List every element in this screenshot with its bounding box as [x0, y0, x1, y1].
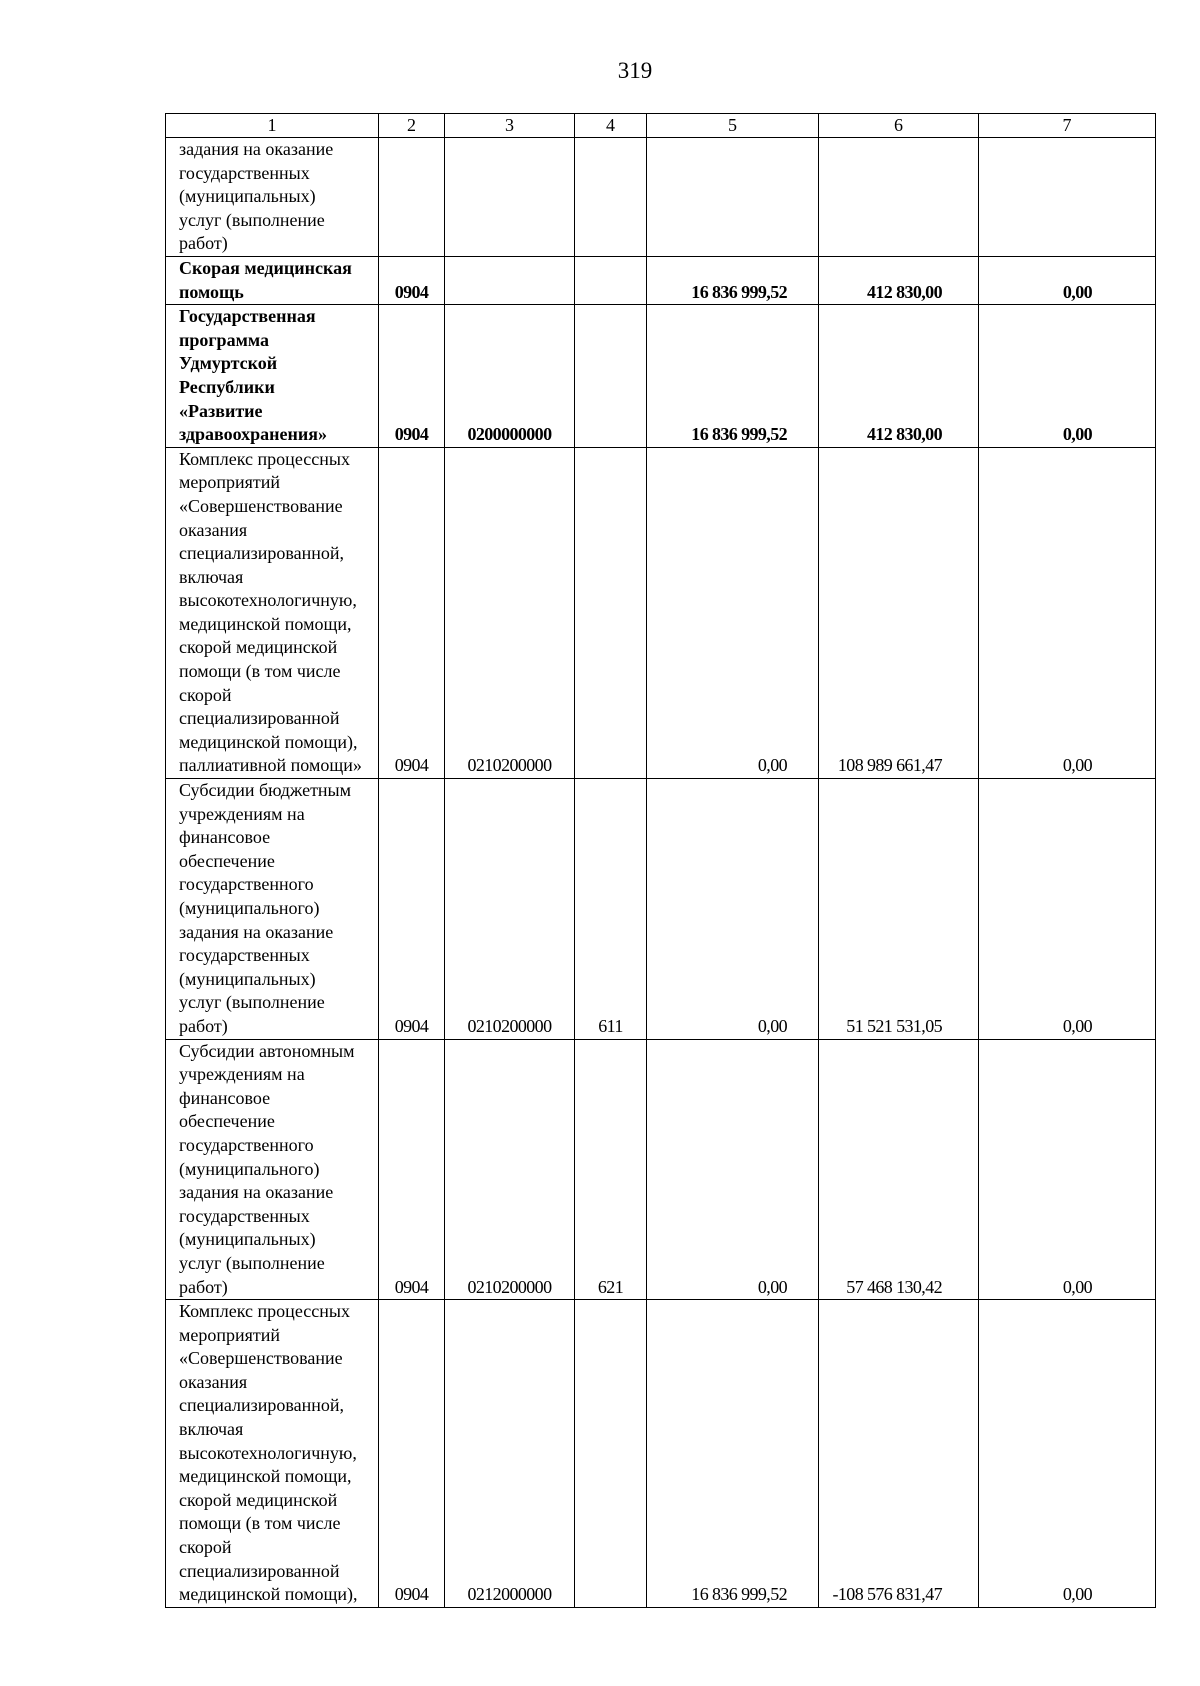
row-name-cell [166, 779, 379, 1040]
row-name-cell [166, 1039, 379, 1300]
row-name-text: Субсидии автономным учреждениям на финансовое обеспечение государственного (муниципального) задания на оказание государственных (муниципальных) услуг (выполнение работ) [179, 1040, 355, 1297]
section-code-cell: 0904 [379, 1039, 445, 1300]
amount-col6-cell: 57 468 130,42 [819, 1039, 979, 1300]
section-code-cell: 0904 [379, 447, 445, 778]
row-name-text: Государственная программа Удмуртской Республики «Развитие здравоохранения» [179, 306, 328, 445]
target-article-cell: 0210200000 [445, 447, 575, 778]
row-name-text: Комплекс процессных мероприятий «Совершенствование оказания специализированной, включая высокотехнологичную, медицинской помощи, скорой медицинской помощи (в том числе скорой специализированной медицинской помощи), [179, 1301, 358, 1605]
table-row [166, 305, 1156, 448]
expense-type-cell: 611 [575, 779, 647, 1040]
table-row [166, 447, 1156, 778]
amount-col7-cell: 0,00 [979, 305, 1156, 448]
header-cell: 5 [647, 114, 819, 138]
row-name-cell [166, 138, 379, 257]
row-name-text: задания на оказание государственных (муниципальных) услуг (выполнение работ) [179, 139, 334, 254]
header-cell: 6 [819, 114, 979, 138]
row-name-cell [166, 305, 379, 448]
expense-type-cell [575, 305, 647, 448]
amount-col5-cell: 16 836 999,52 [647, 1300, 819, 1608]
row-name-cell [166, 1300, 379, 1608]
amount-col6-cell: 412 830,00 [819, 256, 979, 304]
header-cell: 2 [379, 114, 445, 138]
target-article-cell: 0210200000 [445, 779, 575, 1040]
amount-col7-cell: 0,00 [979, 256, 1156, 304]
table-row [166, 256, 1156, 304]
page-number: 319 [617, 58, 653, 83]
amount-col6-cell: 51 521 531,05 [819, 779, 979, 1040]
target-article-cell: 0210200000 [445, 1039, 575, 1300]
row-name-text: Субсидии бюджетным учреждениям на финансовое обеспечение государственного (муниципального) задания на оказание государственных (муниципальных) услуг (выполнение работ) [179, 780, 352, 1036]
table-body [166, 114, 1156, 1608]
expense-type-cell [575, 256, 647, 304]
expense-type-cell: 621 [575, 1039, 647, 1300]
amount-col6-cell [819, 138, 979, 257]
section-code-cell: 0904 [379, 1300, 445, 1608]
target-article-cell: 0212000000 [445, 1300, 575, 1608]
header-cell: 1 [166, 114, 379, 138]
row-name-cell [166, 447, 379, 778]
header-cell: 3 [445, 114, 575, 138]
table-row [166, 779, 1156, 1040]
table-row [166, 138, 1156, 257]
table-header-row [166, 114, 1156, 138]
amount-col5-cell [647, 138, 819, 257]
amount-col5-cell: 0,00 [647, 779, 819, 1040]
amount-col5-cell: 16 836 999,52 [647, 256, 819, 304]
amount-col5-cell: 0,00 [647, 447, 819, 778]
amount-col7-cell: 0,00 [979, 1300, 1156, 1608]
section-code-cell: 0904 [379, 779, 445, 1040]
amount-col6-cell: 412 830,00 [819, 305, 979, 448]
budget-table [165, 113, 1156, 1608]
header-cell: 4 [575, 114, 647, 138]
amount-col7-cell [979, 138, 1156, 257]
row-name-text: Скорая медицинская помощь [179, 257, 352, 302]
amount-col7-cell: 0,00 [979, 447, 1156, 778]
row-name-cell [166, 256, 379, 304]
header-cell: 7 [979, 114, 1156, 138]
amount-col6-cell: 108 989 661,47 [819, 447, 979, 778]
expense-type-cell [575, 447, 647, 778]
target-article-cell: 0200000000 [445, 305, 575, 448]
table-row [166, 1039, 1156, 1300]
expense-type-cell [575, 1300, 647, 1608]
section-code-cell: 0904 [379, 305, 445, 448]
table-row [166, 1300, 1156, 1608]
target-article-cell [445, 256, 575, 304]
row-name-text: Комплекс процессных мероприятий «Совершенствование оказания специализированной, включая высокотехнологичную, медицинской помощи, скорой медицинской помощи (в том числе скорой специализированной медицинской помощи), паллиативной помощи» [179, 448, 362, 776]
target-article-cell [445, 138, 575, 257]
amount-col7-cell: 0,00 [979, 779, 1156, 1040]
section-code-cell [379, 138, 445, 257]
expense-type-cell [575, 138, 647, 257]
amount-col5-cell: 0,00 [647, 1039, 819, 1300]
amount-col6-cell: -108 576 831,47 [819, 1300, 979, 1608]
section-code-cell: 0904 [379, 256, 445, 304]
amount-col5-cell: 16 836 999,52 [647, 305, 819, 448]
amount-col7-cell: 0,00 [979, 1039, 1156, 1300]
